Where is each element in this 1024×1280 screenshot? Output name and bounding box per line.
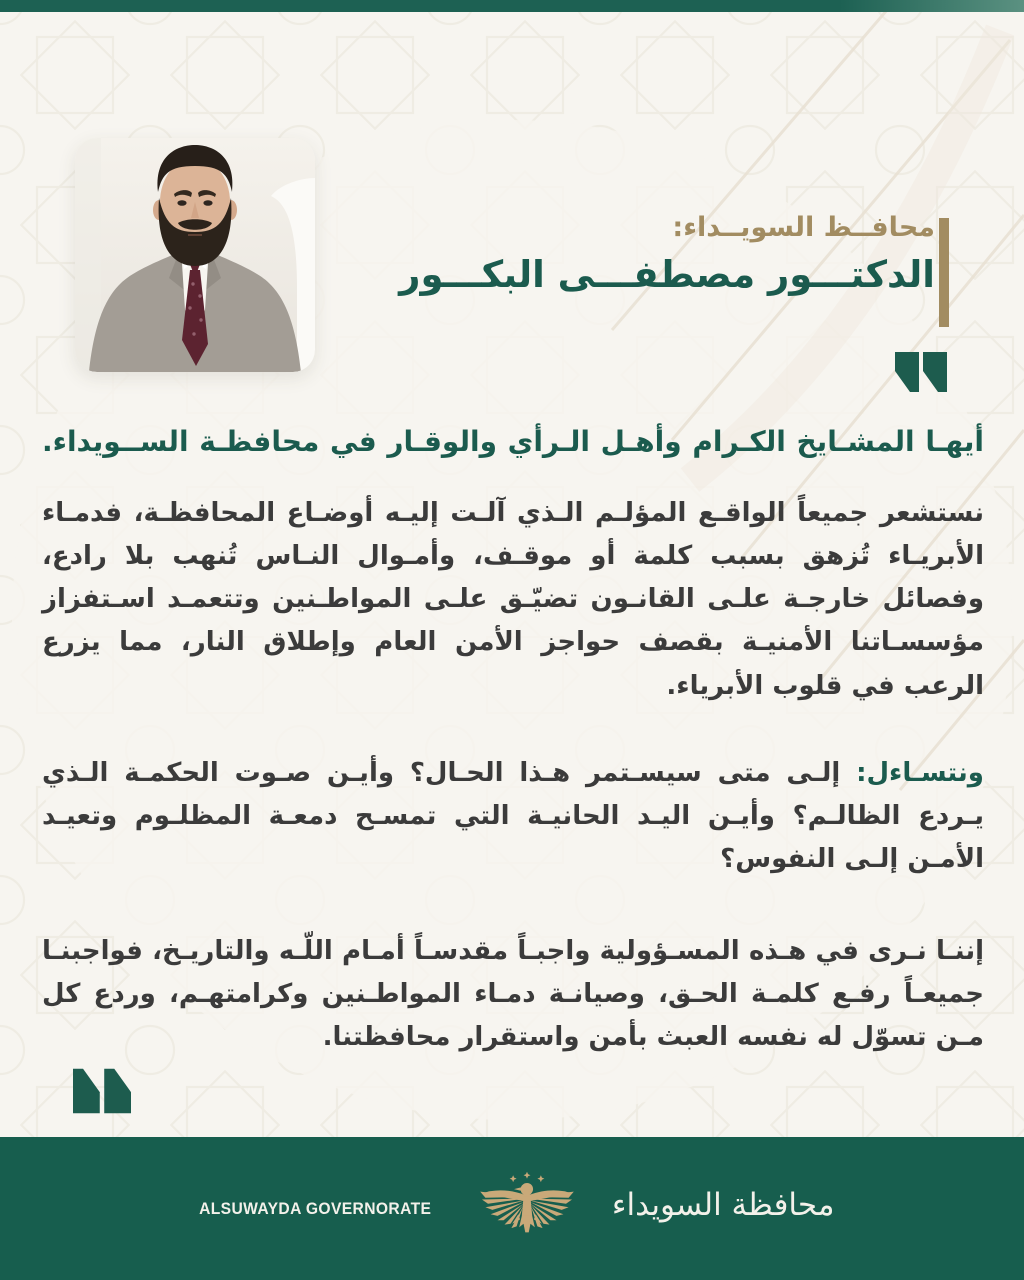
right-wing (529, 1190, 574, 1228)
paragraph-duty: إننـا نـرى في هـذه المسـؤولية واجبـاً مقدسـاً أمـام اللّـه والتاريـخ، فواجبنـا جميعـاً رفـع كلمـة الحـق، وصيانـة دمـاء المواطـنين وكرامتهـم، وردع كل مـن تسوّل له نفسه العبث بأمن واستقرار محافظتنا. (42, 936, 984, 1053)
paragraph-questions (42, 752, 984, 881)
quote-close-icon (895, 352, 947, 392)
governor-photo (75, 138, 315, 372)
gold-accent-rule (939, 218, 949, 327)
org-name-arabic: محافظة السويداء (611, 1186, 835, 1223)
top-accent-bar (0, 0, 1024, 12)
question-body: إلـى متى سيسـتمر هـذا الحـال؟ وأيـن صـوت الحكمـة الـذي يـردع الظالـم؟ وأيـن اليـد الحانيـة التي تمسـح دمعـة المظلـوم وتعيـد الأمـن إلـى النفوس؟ (42, 758, 984, 875)
header-title-block (375, 212, 935, 299)
question-lead: ونتسـاءل: (856, 758, 984, 788)
eagle-icon (475, 1161, 579, 1257)
footer-band (0, 1137, 1024, 1280)
org-name-english: ALSUWAYDA GOVERNORATE (199, 1198, 432, 1218)
salutation-line: أيهـا المشـايخ الكـرام وأهـل الـرأي والوقـار في محافظـة الســويداء. (42, 425, 984, 458)
governor-name: الدكتـــور مصطفـــى البكـــور (399, 253, 935, 297)
left-wing (480, 1190, 525, 1228)
quote-open-icon (73, 1068, 131, 1114)
paragraph-situation: نستشعر جميعاً الواقـع المؤلـم الـذي آلـت إليـه أوضـاع المحافظـة، فدمـاء الأبريـاء تُزهق بسبب كلمة أو موقـف، وأمـوال النـاس تُنهب بلا رادع، وفصائل خارجـة علـى القانـون تضيّـق علـى المواطـنين وتتعمـد اسـتفزاز مؤسسـاتنا الأمنيـة بقصف حواجز الأمن العام وإطلاق النار، مما يزرع الرعب في قلوب الأبرياء. (42, 498, 984, 701)
role-title: محافــظ السويــداء: (672, 212, 935, 243)
